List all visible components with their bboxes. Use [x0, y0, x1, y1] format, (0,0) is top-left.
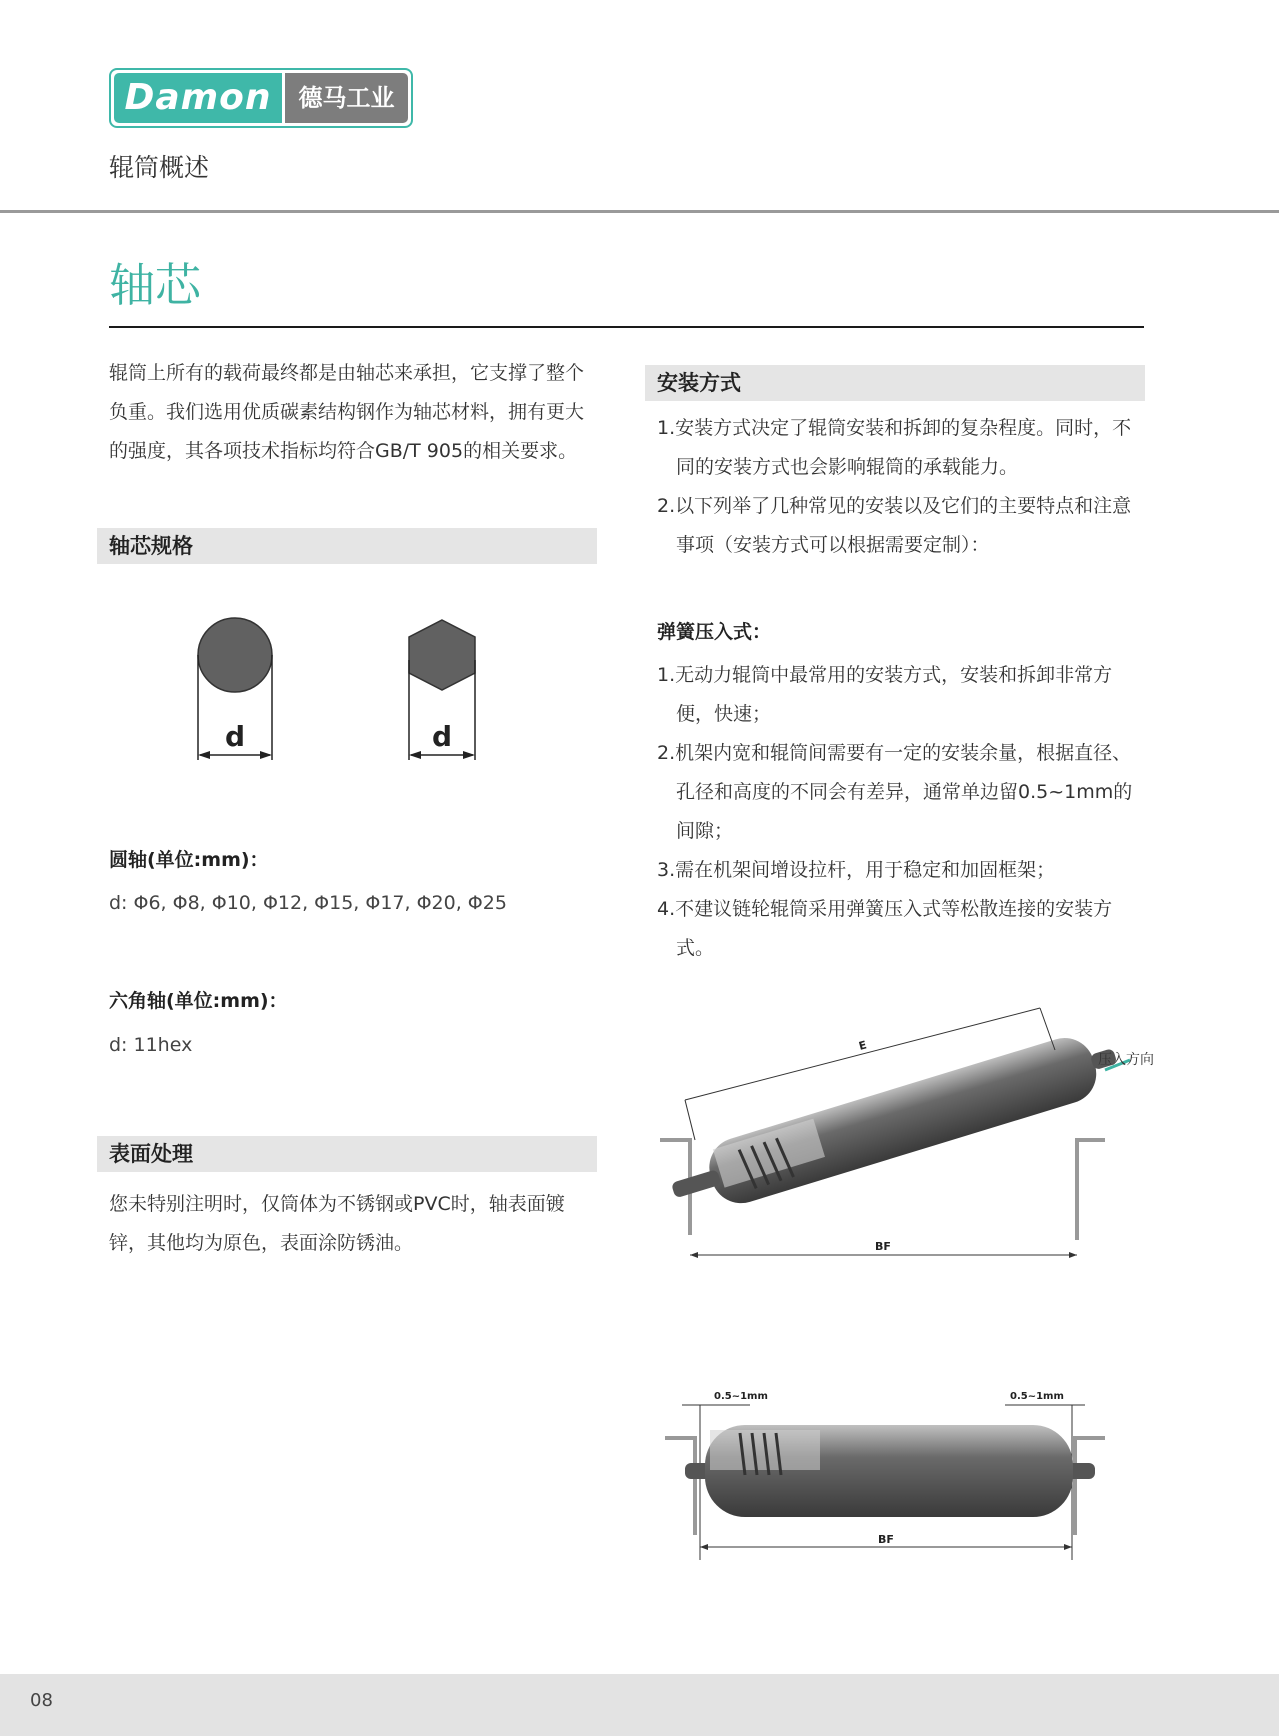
section-header: 辊筒概述	[109, 153, 210, 182]
dimension-bf-label: BF	[875, 1240, 891, 1253]
hex-shaft-shape	[409, 620, 475, 690]
header-divider	[0, 210, 1279, 213]
round-shaft-label: 圆轴(单位:mm)：	[109, 849, 269, 871]
spring-list-item: 2.机架内宽和辊筒间需要有一定的安装余量，根据直径、孔径和高度的不同会有差异，通常单边留0.5~1mm的间隙；	[657, 742, 1133, 842]
install-heading: 安装方式	[645, 365, 1145, 401]
spring-list-item: 1.无动力辊筒中最常用的安装方式，安装和拆卸非常方便，快速；	[657, 664, 1113, 725]
spec-heading: 轴芯规格	[97, 528, 597, 564]
gap-right-label: 0.5~1mm	[1010, 1391, 1064, 1402]
install-list	[657, 409, 1147, 565]
page-number: 08	[30, 1690, 53, 1711]
spring-install-figure	[640, 990, 1180, 1270]
press-direction-label: 压入方向	[1098, 1052, 1154, 1068]
surface-paragraph: 您未特别注明时，仅筒体为不锈钢或PVC时，轴表面镀锌，其他均为原色，表面涂防锈油。	[109, 1193, 565, 1254]
install-list-item: 1.安装方式决定了辊筒安装和拆卸的复杂程度。同时，不同的安装方式也会影响辊筒的承载能力。	[657, 417, 1132, 478]
shaft-cross-section-diagram	[180, 605, 500, 775]
hex-shaft-sizes: d: 11hex	[109, 1034, 193, 1056]
spring-list-item: 3.需在机架间增设拉杆，用于稳定和加固框架；	[657, 859, 1056, 881]
logo-brand-text: Damon	[114, 73, 282, 123]
logo-chinese-text: 德马工业	[285, 73, 408, 123]
spring-list-item: 4.不建议链轮辊筒采用弹簧压入式等松散连接的安装方式。	[657, 898, 1113, 959]
dimension-e-label: E	[857, 1038, 869, 1053]
installed-bf-label: BF	[878, 1533, 894, 1546]
install-list-item: 2.以下列举了几种常见的安装以及它们的主要特点和注意事项（安装方式可以根据需要定制）：	[657, 495, 1132, 556]
spring-list	[657, 656, 1147, 968]
spring-heading: 弹簧压入式：	[657, 621, 772, 643]
title-divider	[109, 326, 1144, 328]
gap-left-label: 0.5~1mm	[714, 1391, 768, 1402]
roller-body	[702, 1031, 1104, 1211]
installed-roller-figure	[660, 1385, 1120, 1565]
page-title: 轴芯	[109, 258, 201, 312]
company-logo	[109, 68, 413, 128]
hex-shaft-d-label: d	[431, 720, 453, 753]
intro-paragraph: 辊筒上所有的载荷最终都是由轴芯来承担，它支撑了整个负重。我们选用优质碳素结构钢作为轴芯材料，拥有更大的强度，其各项技术指标均符合GB/T 905的相关要求。	[109, 362, 585, 462]
round-shaft-d-label: d	[224, 720, 246, 753]
surface-heading: 表面处理	[97, 1136, 597, 1172]
round-shaft-shape	[198, 618, 272, 692]
hex-shaft-label: 六角轴(单位:mm)：	[109, 990, 288, 1012]
round-shaft-sizes: d: Φ6, Φ8, Φ10, Φ12, Φ15, Φ17, Φ20, Φ25	[109, 892, 507, 914]
footer-bar	[0, 1674, 1279, 1736]
